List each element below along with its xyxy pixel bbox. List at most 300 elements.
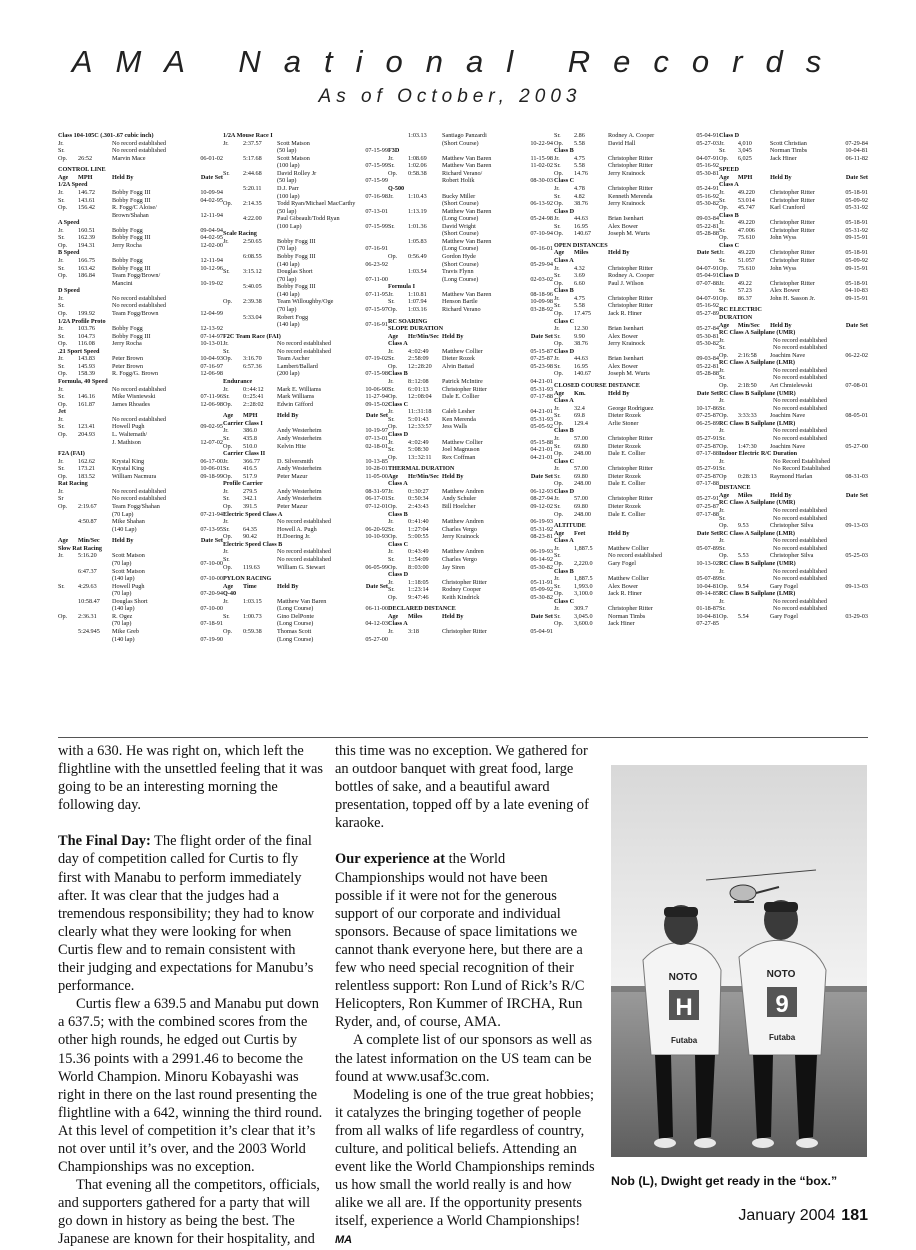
record-date xyxy=(192,598,223,606)
record-date: 02-18-01 xyxy=(365,442,388,450)
record-date: Date Set xyxy=(200,173,223,181)
record-age: Sr. xyxy=(554,412,561,420)
record-holder: No record established xyxy=(773,514,827,522)
record-row xyxy=(388,223,553,231)
record-holder: Bobby Fogg xyxy=(112,226,143,234)
record-age: Op. xyxy=(388,593,398,601)
record-value: 1:03.54 xyxy=(408,268,427,276)
record-age: Age xyxy=(554,529,565,537)
records-column-4 xyxy=(554,132,719,732)
record-value: 3:16.70 xyxy=(243,355,262,363)
record-row xyxy=(554,272,719,280)
record-value: 4:22.00 xyxy=(243,215,262,223)
record-section-title: Class C xyxy=(388,540,409,548)
record-date: 10-06-01 xyxy=(200,465,223,473)
record-holder: Gordon Hyde xyxy=(442,253,476,260)
record-row xyxy=(58,552,223,560)
record-section-title: RC ELECTRIC xyxy=(719,306,762,314)
record-holder: Karl Cranford xyxy=(769,204,805,212)
record-age: Jr. xyxy=(58,226,64,234)
record-date xyxy=(357,598,388,606)
record-age: Jr. xyxy=(58,139,64,147)
record-age: Jr. xyxy=(554,465,560,473)
record-date: 07-19-02 xyxy=(365,355,388,363)
record-section-title: Class D xyxy=(554,487,575,495)
record-holder: Dieter Rozek xyxy=(608,412,641,420)
page-title: AMA National Records xyxy=(71,44,845,79)
record-section-title: RC Class A Sailplane (LMR) xyxy=(719,529,795,537)
record-value: MPH xyxy=(78,173,93,181)
record-age: Op. xyxy=(554,169,564,177)
record-row xyxy=(554,170,719,178)
record-holder: Dieter Rozek xyxy=(608,503,641,510)
record-value: 183.52 xyxy=(78,472,96,480)
record-value: 0::41:40 xyxy=(408,518,429,526)
record-value: 26:52 xyxy=(78,154,93,162)
record-date xyxy=(522,223,553,231)
record-holder: Arlie Stoner xyxy=(608,419,639,427)
record-holder: (140 lap) xyxy=(112,575,135,583)
record-date: 03-29-03 xyxy=(845,612,868,620)
record-age: Jr. xyxy=(223,385,229,393)
record-age: Op. xyxy=(388,453,398,461)
record-section-title: DISTANCE xyxy=(719,484,751,492)
record-value: 3:33:33 xyxy=(737,412,757,420)
record-holder: No record established xyxy=(277,555,331,563)
photo-pilots xyxy=(611,765,867,1157)
record-value: 44.63 xyxy=(574,215,588,223)
record-section-title: Class 104-105C (.301-.67 cubic inch) xyxy=(58,132,154,139)
record-age: Op. xyxy=(223,200,233,208)
record-holder: Charles Vergo xyxy=(442,525,477,533)
record-date xyxy=(853,458,868,466)
record-date: 07-15-99 xyxy=(365,222,388,230)
record-age: Op. xyxy=(388,503,398,510)
record-value: 0:28:13 xyxy=(737,472,757,480)
record-holder: Held By xyxy=(277,582,299,590)
record-row xyxy=(223,355,388,363)
record-row xyxy=(388,564,553,572)
record-value: 51.057 xyxy=(737,257,755,264)
record-value: 3:18 xyxy=(408,628,420,635)
record-age: Op. xyxy=(719,382,729,389)
record-value xyxy=(574,552,608,560)
record-date: 10-09-98 xyxy=(530,298,553,306)
record-row xyxy=(388,132,553,140)
record-row xyxy=(388,261,553,269)
record-row xyxy=(388,215,553,223)
record-date: 06-11-82 xyxy=(845,154,869,162)
record-value xyxy=(78,212,112,220)
record-age: Op. xyxy=(58,400,68,408)
record-date: 10-12-96 xyxy=(200,264,223,272)
record-section-title: RC Class B Sailplane (UMR) xyxy=(719,389,796,397)
record-value xyxy=(739,374,773,382)
record-holder: Andy Westerheim xyxy=(277,495,322,503)
record-age: Jr. xyxy=(554,325,560,333)
record-age: Sr. xyxy=(719,374,726,382)
record-value xyxy=(243,223,277,231)
record-age: Op xyxy=(719,472,727,480)
record-holder: Mike Wisniewski xyxy=(112,393,156,401)
record-row xyxy=(388,170,553,178)
record-age xyxy=(58,439,78,447)
record-age: Op. xyxy=(223,442,233,450)
record-age: Op. xyxy=(58,241,68,249)
record-section-title: Class C xyxy=(719,241,740,249)
record-age: Sr. xyxy=(223,612,230,620)
record-holder: No record established xyxy=(773,544,827,552)
record-holder: Keith Kindrick xyxy=(442,593,480,601)
record-date: 07-16-98 xyxy=(365,192,388,200)
record-holder: Norman Timbs xyxy=(769,147,808,155)
record-date: 05-30-82 xyxy=(530,593,553,601)
record-holder: Rex Coffman xyxy=(442,453,476,461)
record-date xyxy=(357,298,388,306)
record-value: 140.67 xyxy=(574,370,592,378)
record-value: 5.53 xyxy=(737,552,749,560)
record-date xyxy=(192,204,223,212)
record-age xyxy=(58,526,78,534)
record-date: 07-25-87 xyxy=(530,355,553,363)
record-value: MPH xyxy=(737,173,753,181)
record-row xyxy=(719,552,868,560)
record-age: Jr. xyxy=(388,408,394,416)
record-holder: Christopher Ritter xyxy=(769,279,815,287)
record-row xyxy=(223,465,388,473)
record-value: 143.61 xyxy=(78,196,96,204)
record-section-title: RC Class B Sailplane (LMR) xyxy=(719,590,796,598)
record-age: Age xyxy=(388,612,399,620)
record-age: Sr. xyxy=(388,415,395,423)
record-holder: Bobby Fogg xyxy=(112,325,143,333)
record-age: Sr. xyxy=(554,442,561,450)
record-value: 47.006 xyxy=(737,226,755,234)
record-age: Jr. xyxy=(719,457,725,465)
record-date: 06-05-99 xyxy=(365,563,388,571)
record-value: 145.93 xyxy=(78,362,96,370)
record-date: 05-16-92 xyxy=(696,302,719,310)
record-row xyxy=(388,628,553,636)
record-holder: No record established xyxy=(112,385,166,393)
record-row xyxy=(388,423,553,431)
record-date xyxy=(192,628,223,636)
record-date: 09-12-02 xyxy=(530,503,553,510)
record-holder: Jess Walls xyxy=(442,423,468,431)
record-holder: Kenneth Merenda xyxy=(608,192,653,200)
record-date xyxy=(522,170,553,178)
record-date: 09-15-91 xyxy=(845,234,868,242)
record-age: Jr. xyxy=(719,597,725,605)
record-row xyxy=(719,537,868,545)
record-age: Age xyxy=(388,472,399,480)
record-date: 12-13-92 xyxy=(200,325,223,333)
record-age xyxy=(223,276,243,284)
record-value xyxy=(739,367,773,375)
record-row xyxy=(58,295,223,303)
record-row xyxy=(554,420,719,428)
record-value: 173.21 xyxy=(78,465,96,473)
record-value: 49.22 xyxy=(737,279,752,287)
record-value: 3,045.0 xyxy=(574,612,593,620)
record-section-title: Class D xyxy=(554,207,575,215)
record-row xyxy=(719,155,868,163)
record-section-title: DURATION xyxy=(719,313,753,321)
record-age: Sr. xyxy=(388,586,395,594)
record-age: Sr. xyxy=(719,575,726,583)
record-value: 69.8 xyxy=(574,412,585,420)
record-row xyxy=(388,162,553,170)
record-holder: Rodney Cooper xyxy=(442,586,482,594)
record-age: Sr. xyxy=(58,147,65,155)
record-age: Jr. xyxy=(58,457,64,465)
record-section-title: RC Class A Sailplane (UMR) xyxy=(719,329,796,337)
record-row xyxy=(58,140,223,148)
record-holder: Team Ascher xyxy=(277,355,310,363)
record-holder: Jay Siren xyxy=(442,563,465,571)
record-value: 90.42 xyxy=(243,533,257,541)
record-value: 12.30 xyxy=(574,325,588,333)
record-value: 0:58.38 xyxy=(408,169,427,177)
record-holder: D.J. Parr xyxy=(277,184,299,192)
record-value xyxy=(739,337,773,345)
record-holder: Thomas Scott xyxy=(277,628,312,635)
record-date xyxy=(853,507,868,515)
record-holder: (Long Course) xyxy=(442,275,479,283)
record-row xyxy=(719,465,868,473)
record-holder: Dieter Rozek xyxy=(608,472,641,480)
record-row xyxy=(554,140,719,148)
record-date: 09-03-84 xyxy=(696,355,719,363)
record-row xyxy=(719,287,868,295)
record-holder: Held By xyxy=(770,491,792,499)
record-value: 116.08 xyxy=(78,340,95,348)
record-age: Age xyxy=(388,332,399,340)
record-header-row xyxy=(223,583,388,591)
record-age: Jr. xyxy=(388,290,394,298)
record-value: 2:36.31 xyxy=(78,612,97,620)
record-date: 06-01-02 xyxy=(200,154,223,162)
record-age: Op. xyxy=(719,294,729,302)
record-date: 05-31-93 xyxy=(530,415,553,423)
record-holder: George Rodriguez xyxy=(608,404,654,412)
record-section-title: THERMAL DURATION xyxy=(388,465,455,473)
record-value: 6,025 xyxy=(737,154,752,162)
record-value: 119.63 xyxy=(243,563,260,571)
record-row xyxy=(388,238,553,246)
record-holder: Dale E. Collier xyxy=(608,480,646,488)
record-row xyxy=(388,439,553,447)
record-date: 08-27-94 xyxy=(530,495,553,503)
record-date: 10-10-93 xyxy=(365,533,388,541)
record-value: 1:03.13 xyxy=(408,132,427,139)
record-date: 06-12-93 xyxy=(530,487,553,495)
record-row xyxy=(719,397,868,405)
record-date xyxy=(853,397,868,405)
record-holder: Peter Mazur xyxy=(277,503,308,510)
record-row xyxy=(719,575,868,583)
record-holder: (70 lap) xyxy=(277,305,297,313)
record-age xyxy=(58,605,78,613)
record-section-title: PYLON RACING xyxy=(223,575,272,583)
record-date xyxy=(192,518,223,526)
record-holder: (Long Course) xyxy=(277,635,314,643)
record-section-title: 1/2A Profile Proto xyxy=(58,317,106,325)
record-date: 06-19-93 xyxy=(530,548,553,556)
record-row xyxy=(223,238,388,246)
record-value xyxy=(739,598,773,606)
record-age xyxy=(223,605,243,613)
record-date xyxy=(522,238,553,246)
record-date: 10-13-02 xyxy=(696,559,719,567)
record-date: 10-22-94 xyxy=(530,139,553,147)
record-date: 12-07-02 xyxy=(200,438,223,446)
record-date xyxy=(192,147,223,155)
record-value xyxy=(78,295,112,303)
record-holder: (50 lap) xyxy=(277,147,297,155)
record-date: 05-31-92 xyxy=(530,525,553,533)
record-age: Op. xyxy=(719,522,729,530)
record-age: Op. xyxy=(58,204,68,212)
record-holder: No record established xyxy=(112,487,166,495)
record-header-row xyxy=(719,492,868,500)
record-row xyxy=(554,405,719,413)
record-holder: Paul J. Wilson xyxy=(608,279,644,287)
record-holder: Dieter Rozek xyxy=(608,442,641,450)
record-row xyxy=(388,140,553,148)
record-age: Op. xyxy=(719,234,729,242)
record-holder: Bill Hoelcher xyxy=(442,503,476,510)
record-age xyxy=(223,162,243,170)
record-row xyxy=(58,628,223,636)
record-date: 07-19-90 xyxy=(200,635,223,643)
record-section-title: Formula, 40 Speed xyxy=(58,378,108,385)
record-row xyxy=(719,443,868,451)
record-date: 05-25-03 xyxy=(845,552,868,560)
record-row xyxy=(223,245,388,253)
photo-caption: Nob (L), Dwight get ready in the “box.” xyxy=(611,1174,838,1188)
record-age: Sr. xyxy=(223,525,230,533)
record-row xyxy=(58,393,223,401)
record-age: Sr. xyxy=(388,446,395,454)
record-holder: Team Fogg/Brown/ xyxy=(112,272,161,280)
record-date: Date Set xyxy=(696,529,719,537)
record-age: Jr. xyxy=(719,139,725,147)
paragraph-text: That evening all the competitors, officials, and supporters gathered for a party that will go down in history as being the best. The Japanese are known for their hospitality, and xyxy=(58,1177,320,1248)
record-date: 11-27-94 xyxy=(365,393,388,401)
record-row xyxy=(554,545,719,553)
record-row xyxy=(554,325,719,333)
record-date xyxy=(357,268,388,276)
record-row xyxy=(388,230,553,238)
record-holder: (Long Course) xyxy=(277,605,314,613)
record-date: 05-16-92 xyxy=(696,162,719,170)
record-holder: Dale E. Collier xyxy=(608,450,646,458)
record-row xyxy=(58,503,223,511)
record-value: 14.76 xyxy=(574,169,588,177)
record-date xyxy=(192,552,223,560)
record-value: 4.82 xyxy=(574,192,585,200)
record-row xyxy=(58,401,223,409)
record-holder: Christopher Ritter xyxy=(442,578,487,586)
record-row xyxy=(554,155,719,163)
record-date: 06-11-00 xyxy=(365,605,388,613)
record-date: 05-31-93 xyxy=(530,385,553,393)
record-date: 05-04-91 xyxy=(696,132,719,139)
record-holder: David Rolley Jr xyxy=(277,169,317,177)
record-row xyxy=(223,458,388,466)
record-value: 5::00:55 xyxy=(408,533,429,541)
record-row xyxy=(719,412,868,420)
record-value: 4.78 xyxy=(574,184,585,192)
record-value: 386.0 xyxy=(243,427,257,435)
record-value xyxy=(78,620,112,628)
record-row xyxy=(388,518,553,526)
record-date: 10-19-97 xyxy=(365,427,388,435)
page-subtitle: As of October, 2003 xyxy=(318,86,582,107)
record-age xyxy=(223,177,243,185)
record-age: Age xyxy=(554,249,565,257)
record-holder: Held By xyxy=(608,389,630,397)
record-age: Jr. xyxy=(719,188,725,196)
record-value: 123.41 xyxy=(78,423,96,431)
record-age: Jr. xyxy=(719,397,725,405)
record-age: Sr. xyxy=(223,169,230,177)
record-date: 06-13-92 xyxy=(530,200,553,208)
record-holder: No record established xyxy=(773,567,827,575)
records-column-3 xyxy=(388,132,553,732)
record-age: Jr. xyxy=(223,427,229,435)
record-value: 1,887.5 xyxy=(574,544,593,552)
record-row xyxy=(223,223,388,231)
record-date: 10-13-85 xyxy=(365,457,388,465)
record-section-title: Class C xyxy=(554,177,575,185)
record-age: Jr. xyxy=(223,487,229,495)
record-value: 1:08.69 xyxy=(408,154,427,162)
record-age: Op. xyxy=(58,472,68,480)
record-row xyxy=(554,355,719,363)
record-age xyxy=(58,518,78,526)
record-value: 6:08.55 xyxy=(243,253,262,260)
record-holder: Alex Bower xyxy=(608,582,639,590)
record-holder: No record established xyxy=(112,415,166,423)
record-value: 4::02:49 xyxy=(408,347,429,355)
record-row xyxy=(58,488,223,496)
record-value: 53.014 xyxy=(737,196,755,204)
record-age: Jr. xyxy=(388,192,394,200)
record-date: 08-05-01 xyxy=(845,412,868,420)
record-date: 09-13-03 xyxy=(845,582,868,590)
record-holder: Christopher Ritter xyxy=(769,219,815,227)
record-age: Age xyxy=(719,173,730,181)
record-value xyxy=(243,208,277,216)
record-age: Op. xyxy=(554,620,564,628)
record-age: Sr xyxy=(58,495,64,503)
shirt-text-right: NOTO xyxy=(766,969,796,980)
record-age xyxy=(223,261,243,269)
record-holder: James Rhoades xyxy=(112,400,150,408)
record-date xyxy=(357,185,388,193)
record-row xyxy=(719,522,868,530)
record-row xyxy=(388,306,553,314)
record-age: Sr. xyxy=(719,147,726,155)
record-value: 5.54 xyxy=(737,612,749,620)
record-holder: Mark E. Williams xyxy=(277,385,322,393)
record-age: Op. xyxy=(388,563,398,571)
record-date: 04-07-91 xyxy=(696,294,719,302)
record-holder: Joachim Nave xyxy=(769,351,806,359)
record-date: 11-05-00 xyxy=(365,472,388,480)
